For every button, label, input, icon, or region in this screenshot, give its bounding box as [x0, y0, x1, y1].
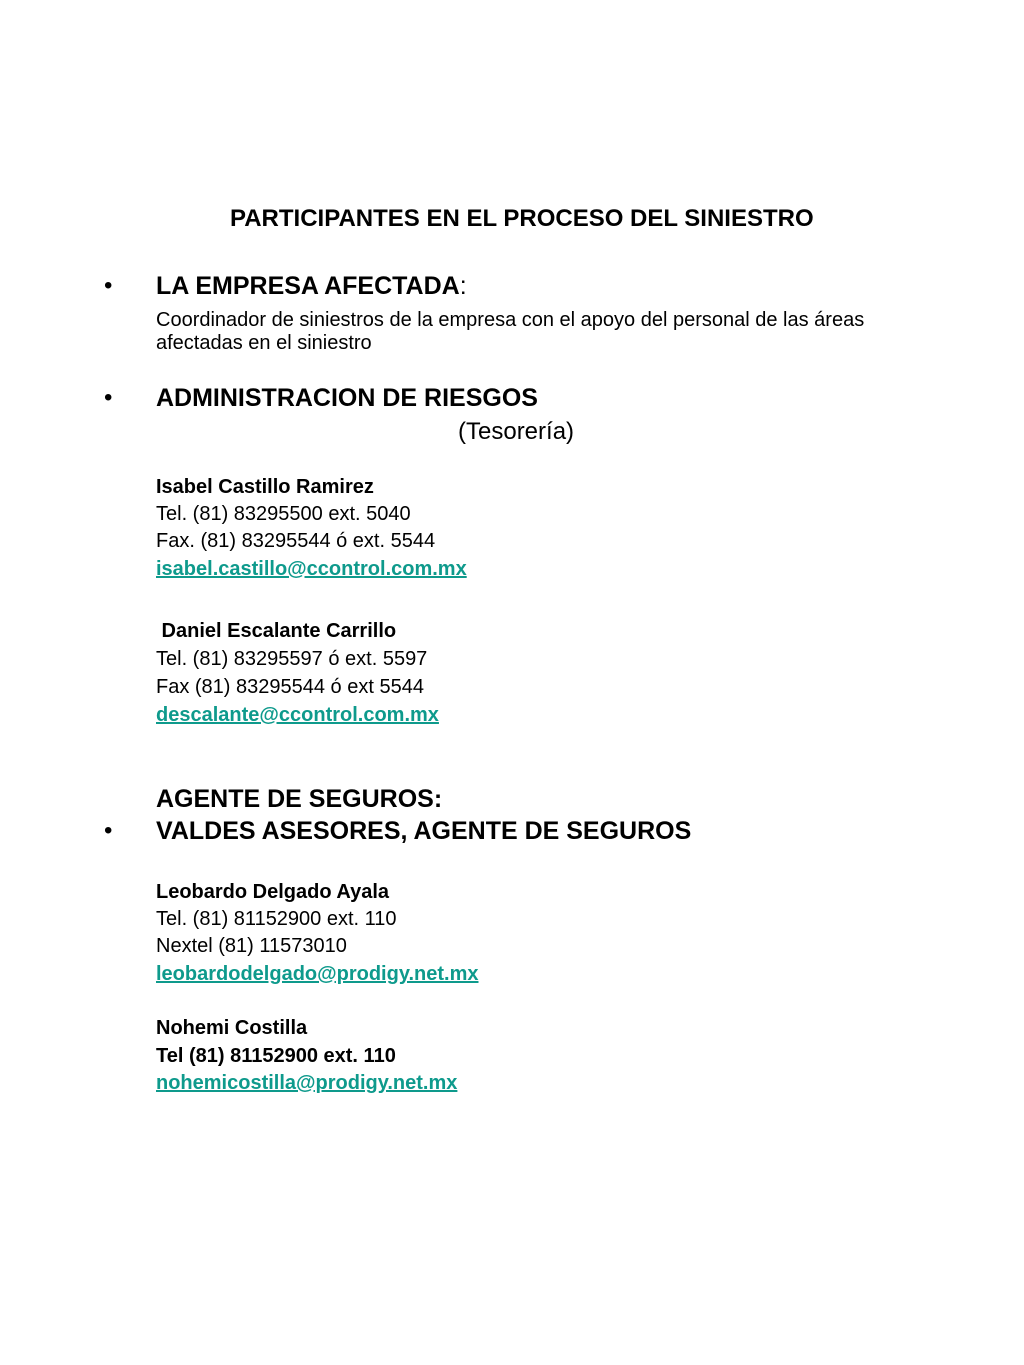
contact-fax: Fax (81) 83295544 ó ext 5544 — [156, 676, 424, 698]
empresa-heading-colon: : — [459, 272, 467, 300]
section-label-agente: AGENTE DE SEGUROS: — [156, 785, 443, 813]
contact-name: Leobardo Delgado Ayala — [156, 881, 390, 903]
empresa-heading-text: LA EMPRESA AFECTADA — [156, 272, 460, 300]
bullet-empresa: • — [104, 272, 113, 299]
contact-tel: Tel. (81) 83295597 ó ext. 5597 — [156, 648, 428, 670]
page-title: PARTICIPANTES EN EL PROCESO DEL SINIESTRO — [230, 205, 814, 232]
section-heading-riesgos: ADMINISTRACION DE RIESGOS — [156, 384, 538, 412]
contact-name: Nohemi Costilla — [156, 1017, 308, 1039]
section-subheading-tesoreria: (Tesorería) — [458, 418, 575, 445]
contact-email-link[interactable]: leobardodelgado@prodigy.net.mx — [156, 963, 479, 985]
contact-fax: Fax. (81) 83295544 ó ext. 5544 — [156, 530, 436, 552]
contact-tel: Tel. (81) 81152900 ext. 110 — [156, 908, 397, 930]
contact-email-link[interactable]: nohemicostilla@prodigy.net.mx — [156, 1072, 458, 1094]
contact-email-link[interactable]: descalante@ccontrol.com.mx — [156, 704, 439, 726]
section-heading-empresa — [156, 272, 467, 301]
contact-name: Isabel Castillo Ramirez — [156, 476, 374, 498]
bullet-riesgos: • — [104, 384, 113, 411]
empresa-description: Coordinador de siniestros de la empresa con el apoyo del personal de las áreas afectadas en el siniestro — [156, 309, 865, 354]
contact-tel: Tel (81) 81152900 ext. 110 — [156, 1045, 396, 1067]
contact-nextel: Nextel (81) 11573010 — [156, 935, 347, 957]
contact-email-link[interactable]: isabel.castillo@ccontrol.com.mx — [156, 558, 467, 580]
section-heading-agente: VALDES ASESORES, AGENTE DE SEGUROS — [156, 817, 692, 845]
contact-name: Daniel Escalante Carrillo — [156, 620, 397, 642]
contact-tel: Tel. (81) 83295500 ext. 5040 — [156, 503, 411, 525]
bullet-agente: • — [104, 817, 113, 844]
